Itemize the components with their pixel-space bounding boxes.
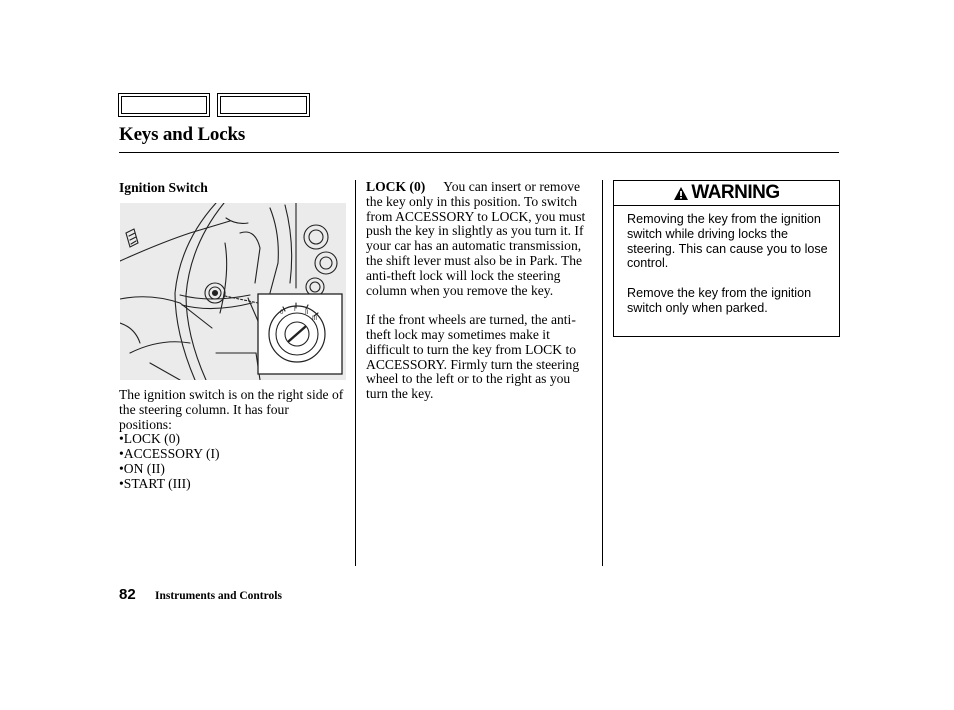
nav-tab-box-1[interactable] — [118, 93, 210, 117]
lock-paragraph-2: If the front wheels are turned, the anti-theft lock may sometimes make it difficult to turn the key from LOCK to ACCESSORY. Firmly turn the steering wheel to the left or to the right as you turn the key. — [366, 312, 580, 402]
list-item: • ACCESSORY (I) — [119, 447, 344, 462]
warning-box — [613, 180, 840, 337]
page-title: Keys and Locks — [119, 124, 246, 145]
chapter-name: Instruments and Controls — [155, 590, 282, 602]
lock-position-text — [366, 180, 594, 402]
ignition-detail-inset-icon — [258, 294, 342, 374]
switch-label-accessory: I — [294, 307, 296, 313]
list-item: • ON (II) — [119, 462, 344, 477]
warning-body — [614, 206, 839, 316]
lock-paragraph-1-text: You can insert or remove the key only in this position. To switch from ACCESSORY to LOCK, you must push the key in slightly as you turn it. If your car has an automatic transmission, the shift lever must also be in Park. The anti-theft lock will lock the steering column when you remove the key. — [366, 179, 586, 298]
switch-label-on: II — [305, 310, 309, 316]
section-heading: Ignition Switch — [119, 180, 208, 195]
ignition-switch-icon — [205, 283, 258, 303]
ignition-description — [119, 388, 344, 492]
column-divider-2 — [602, 180, 603, 566]
ignition-switch-illustration — [120, 203, 346, 380]
list-item: • START (III) — [119, 477, 344, 492]
page-number: 82 — [119, 586, 136, 603]
positions-list — [119, 432, 344, 491]
warning-header — [614, 181, 839, 206]
warning-paragraph-1: Removing the key from the ignition switch while driving locks the steering. This can cause you to lose control. — [627, 212, 828, 271]
list-item: • LOCK (0) — [119, 432, 344, 447]
ignition-paragraph: The ignition switch is on the right side of the steering column. It has four positions: — [119, 387, 344, 432]
nav-tab-box-2[interactable] — [217, 93, 310, 117]
switch-label-lock: 0 — [280, 310, 284, 316]
lock-paragraph-1 — [366, 180, 594, 298]
title-divider — [119, 152, 839, 153]
warning-triangle-icon — [673, 186, 689, 201]
warning-paragraph-2: Remove the key from the ignition switch only when parked. — [627, 285, 812, 315]
lock-lead-in: LOCK (0) — [366, 179, 426, 194]
column-divider-1 — [355, 180, 356, 566]
warning-title: WARNING — [691, 182, 780, 203]
vent-knob-icons — [304, 225, 337, 296]
switch-label-start: III — [312, 316, 318, 322]
